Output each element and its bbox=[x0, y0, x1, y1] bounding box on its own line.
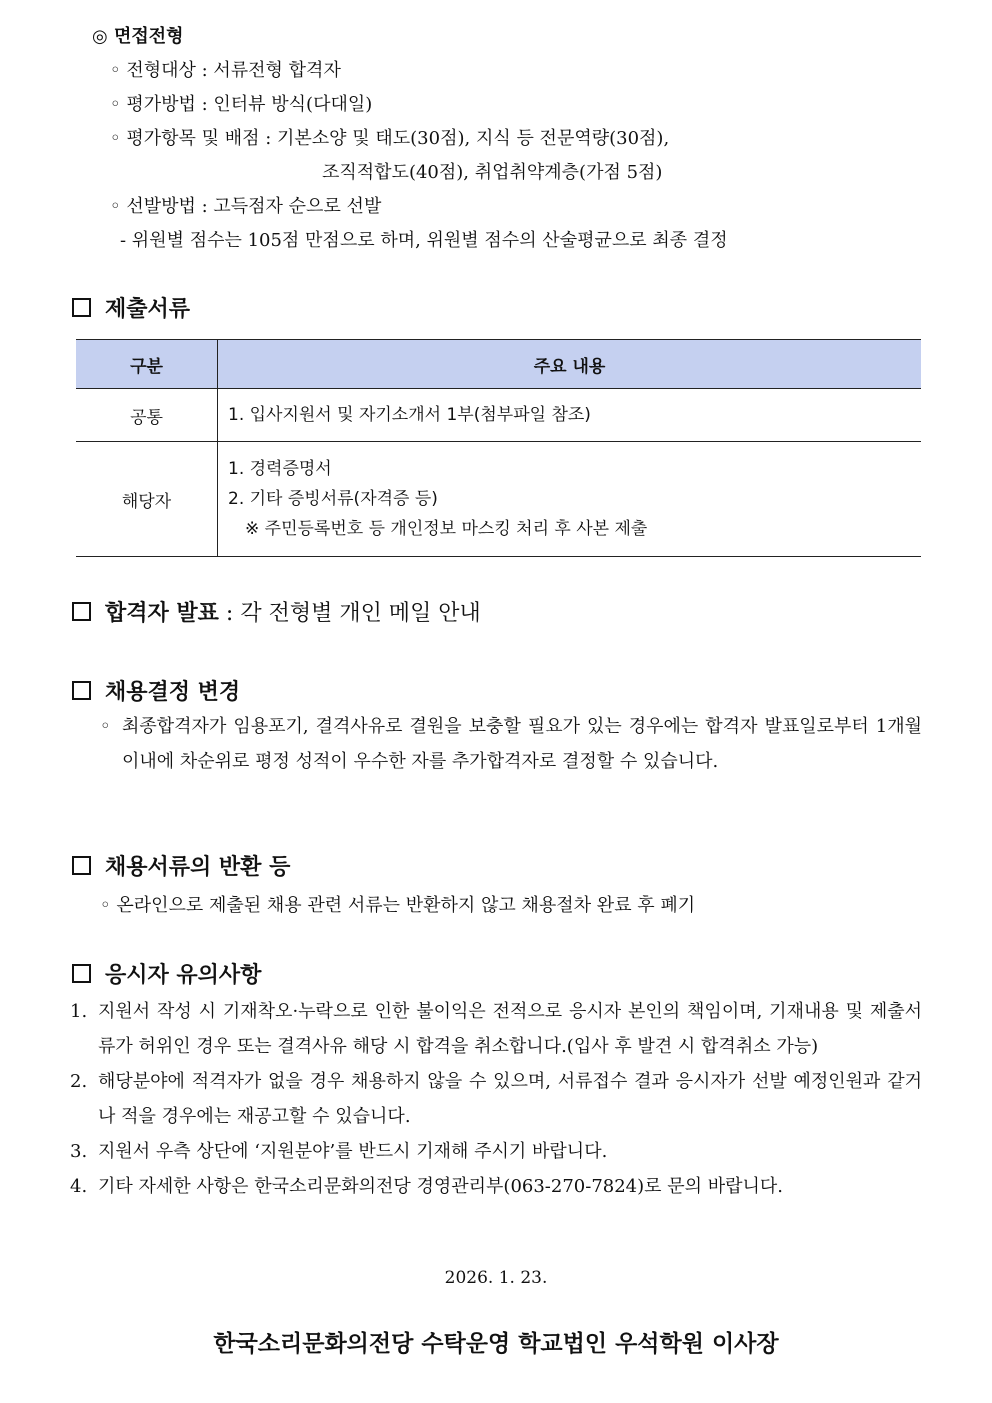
interview-selection: ◦ 선발방법 : 고득점자 순으로 선발 bbox=[110, 196, 382, 217]
list-item-number: 3. bbox=[70, 1141, 88, 1162]
interview-selection-note: - 위원별 점수는 105점 만점으로 하며, 위원별 점수의 산술평균으로 최종 결정 bbox=[120, 230, 728, 251]
checkbox-square-icon bbox=[72, 856, 91, 875]
row-content bbox=[218, 442, 922, 557]
announcement-section bbox=[72, 596, 481, 627]
list-item-number: 1. bbox=[70, 1001, 88, 1022]
row-category: 해당자 bbox=[76, 442, 218, 557]
list-item-number: 2. bbox=[70, 1071, 88, 1092]
table-header-row bbox=[76, 340, 921, 389]
notes-heading-text: 응시자 유의사항 bbox=[105, 962, 262, 988]
row-line: 2. 기타 증빙서류(자격증 등) bbox=[228, 489, 438, 509]
list-item-text: 해당분야에 적격자가 없을 경우 채용하지 않을 수 있으며, 서류접수 결과 응시자가 선발 예정인원과 같거나 적을 경우에는 재공고할 수 있습니다. bbox=[98, 1071, 922, 1127]
checkbox-square-icon bbox=[72, 681, 91, 700]
row-category: 공통 bbox=[76, 389, 218, 442]
list-item-number: 4. bbox=[70, 1176, 88, 1197]
row-note: ※ 주민등록번호 등 개인정보 마스킹 처리 후 사본 제출 bbox=[245, 519, 648, 539]
documents-heading bbox=[72, 292, 190, 323]
list-item-text: 지원서 작성 시 기재착오·누락으로 인한 불이익은 전적으로 응시자 본인의 책임이며, 기재내용 및 제출서류가 허위인 경우 또는 결격사유 해당 시 합격을 취소합니다.(입사 후 발견 시 합격취소 가능) bbox=[98, 1001, 922, 1057]
return-heading bbox=[72, 850, 290, 881]
return-heading-text: 채용서류의 반환 등 bbox=[105, 854, 291, 880]
col-content-header: 주요 내용 bbox=[218, 340, 922, 389]
interview-items-line1: ◦ 평가항목 및 배점 : 기본소양 및 태도(30점), 지식 등 전문역량(30점), bbox=[110, 128, 670, 149]
signature: 한국소리문화의전당 수탁운영 학교법인 우석학원 이사장 bbox=[213, 1330, 779, 1357]
list-item-text: 지원서 우측 상단에 ‘지원분야’를 반드시 기재해 주시기 바랍니다. bbox=[98, 1141, 608, 1162]
row-line: 1. 입사지원서 및 자기소개서 1부(첨부파일 참조) bbox=[228, 405, 591, 425]
announcement-heading: 합격자 발표 bbox=[105, 600, 219, 626]
table-row bbox=[76, 442, 921, 557]
documents-table bbox=[76, 339, 921, 557]
announcement-text: : 각 전형별 개인 메일 안내 bbox=[218, 601, 481, 626]
interview-items-line2: 조직적합도(40점), 취업취약계층(가점 5점) bbox=[322, 162, 663, 183]
notes-heading bbox=[72, 958, 261, 989]
list-item bbox=[70, 994, 922, 1064]
list-item bbox=[70, 1064, 922, 1134]
change-heading bbox=[72, 675, 240, 706]
document-date: 2026. 1. 23. bbox=[444, 1268, 548, 1288]
checkbox-square-icon bbox=[72, 964, 91, 983]
checkbox-square-icon bbox=[72, 298, 91, 317]
interview-method: ◦ 평가방법 : 인터뷰 방식(다대일) bbox=[110, 94, 373, 115]
change-heading-text: 채용결정 변경 bbox=[105, 679, 241, 705]
interview-target: ◦ 전형대상 : 서류전형 합격자 bbox=[110, 60, 341, 81]
interview-title: ◎ 면접전형 bbox=[92, 26, 184, 47]
list-item bbox=[70, 1169, 922, 1204]
row-content bbox=[218, 389, 922, 442]
list-item bbox=[70, 1134, 922, 1169]
col-category-header: 구분 bbox=[76, 340, 218, 389]
change-text: 최종합격자가 임용포기, 결격사유로 결원을 보충할 필요가 있는 경우에는 합격자 발표일로부터 1개월 이내에 차순위로 평정 성적이 우수한 자를 추가합격자로 결정할 수 있습니다. bbox=[122, 716, 922, 772]
bullet-icon: ◦ bbox=[100, 716, 111, 737]
checkbox-square-icon bbox=[72, 602, 91, 621]
notes-list bbox=[70, 994, 922, 1204]
list-item-text: 기타 자세한 사항은 한국소리문화의전당 경영관리부(063-270-7824)로 문의 바랍니다. bbox=[98, 1176, 784, 1197]
documents-heading-text: 제출서류 bbox=[105, 296, 191, 322]
return-text: ◦ 온라인으로 제출된 채용 관련 서류는 반환하지 않고 채용절차 완료 후 폐기 bbox=[100, 895, 696, 916]
table-row bbox=[76, 389, 921, 442]
row-line: 1. 경력증명서 bbox=[228, 459, 332, 479]
